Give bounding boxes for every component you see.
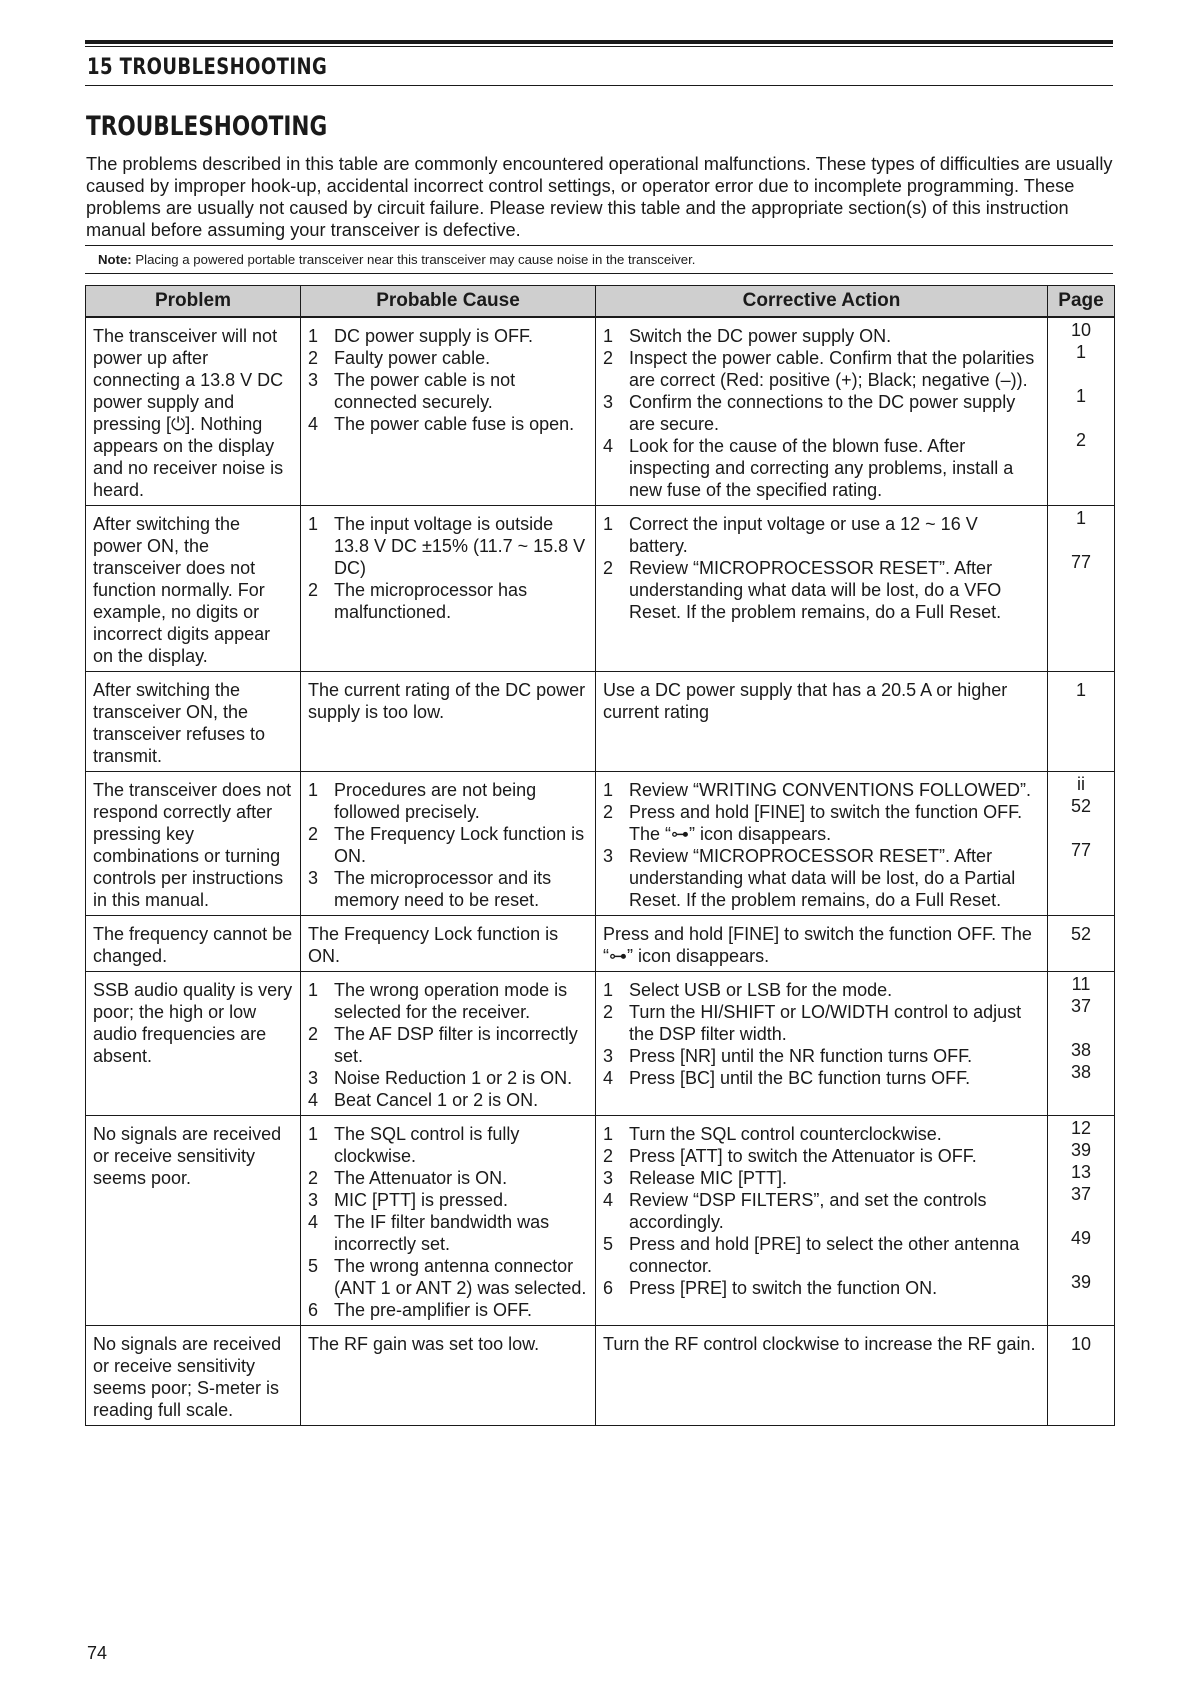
problem-cell: The transceiver will not power up after connecting a 13.8 V DC power supply and pressing [⏻]. Nothing appears on the display and no receiver noise is heard. — [86, 317, 301, 506]
page-ref: 37 — [1070, 1183, 1092, 1204]
page-ref: 1 — [1075, 342, 1086, 362]
table-header-row — [86, 286, 1115, 318]
item-text: Inspect the power cable. Confirm that the polarities are correct (Red: positive (+); Black; negative (–)). — [629, 348, 1035, 390]
action-cell — [596, 506, 1048, 672]
item-number: 4 — [603, 1068, 614, 1088]
page-ref: 77 — [1070, 839, 1092, 860]
page-cell — [1048, 317, 1115, 506]
item-number: 2 — [603, 1146, 614, 1166]
item-number: 1 — [308, 780, 319, 800]
item-number: 1 — [603, 780, 614, 800]
action-cell: Turn the RF control clockwise to increase the RF gain. — [596, 1326, 1048, 1426]
list-item — [308, 1067, 588, 1089]
item-number: 3 — [603, 392, 614, 412]
item-text: Procedures are not being followed precisely. — [334, 780, 537, 822]
note-rule-bottom — [85, 273, 1113, 274]
list-item — [308, 325, 588, 347]
item-number: 3 — [308, 1190, 319, 1210]
page-cell — [1048, 972, 1115, 1116]
list-item — [603, 391, 1040, 435]
item-number: 2 — [308, 348, 319, 368]
cause-cell: The RF gain was set too low. — [301, 1326, 596, 1426]
table-row — [86, 506, 1115, 672]
list-item — [308, 369, 588, 413]
item-number: 4 — [603, 436, 614, 456]
item-number: 1 — [603, 326, 614, 346]
list-item — [603, 1277, 1040, 1299]
chapter-heading: 15 TROUBLESHOOTING — [87, 55, 328, 80]
page-ref: 39 — [1070, 1139, 1092, 1160]
item-number: 5 — [308, 1256, 319, 1276]
list-item — [308, 347, 588, 369]
item-number: 4 — [308, 414, 319, 434]
page-cell — [1048, 916, 1115, 972]
item-text: Faulty power cable. — [334, 348, 491, 368]
item-number: 3 — [308, 370, 319, 390]
list-item — [603, 979, 1040, 1001]
item-text: Beat Cancel 1 or 2 is ON. — [334, 1090, 539, 1110]
troubleshooting-table — [85, 285, 1115, 1426]
list-item — [308, 579, 588, 623]
list-item — [603, 1233, 1040, 1277]
list-item — [308, 1167, 588, 1189]
item-number: 1 — [603, 514, 614, 534]
note-text: Placing a powered portable transceiver near this transceiver may cause noise in the transceiver. — [135, 252, 696, 267]
item-number: 2 — [308, 580, 319, 600]
item-number: 3 — [308, 1068, 319, 1088]
page-ref: 1 — [1075, 680, 1086, 700]
page-ref: ii — [1077, 773, 1085, 794]
intro-paragraph: The problems described in this table are commonly encountered operational malfunctions. These types of difficulties are usually caused by improper hook-up, accidental incorrect control settings, or operator error due to incomplete programming. These problems are usually not caused by circuit failure. Please review this table and the appropriate section(s) of this instruction manual before assuming your transceiver is defective. — [86, 154, 1113, 240]
page-ref: 11 — [1071, 973, 1091, 994]
list-item — [308, 823, 588, 867]
item-text: Press and hold [FINE] to switch the function OFF. The “⊶” icon disappears. — [629, 802, 1023, 844]
page-ref: 10 — [1070, 320, 1092, 340]
page-ref: 2 — [1075, 430, 1086, 450]
list-item — [308, 1189, 588, 1211]
table-row — [86, 1326, 1115, 1426]
table-row — [86, 972, 1115, 1116]
page-ref: 38 — [1070, 1061, 1092, 1082]
item-number: 2 — [308, 1168, 319, 1188]
item-number: 1 — [308, 1124, 319, 1144]
item-number: 4 — [603, 1190, 614, 1210]
item-number: 3 — [603, 1046, 614, 1066]
cause-cell — [301, 1116, 596, 1326]
list-item — [308, 513, 588, 579]
list-item — [603, 1045, 1040, 1067]
page-ref: 37 — [1070, 995, 1092, 1016]
item-number: 4 — [308, 1212, 319, 1232]
top-rule-thin — [85, 46, 1113, 47]
item-text: The microprocessor has malfunctioned. — [334, 580, 528, 622]
list-item — [308, 1299, 588, 1321]
item-text: The wrong antenna connector (ANT 1 or ANT 2) was selected. — [334, 1256, 587, 1298]
action-cell — [596, 317, 1048, 506]
page-ref: 39 — [1070, 1271, 1092, 1292]
table-row — [86, 672, 1115, 772]
cause-cell: The current rating of the DC power supply is too low. — [301, 672, 596, 772]
item-text: Press and hold [PRE] to select the other antenna connector. — [629, 1234, 1020, 1276]
problem-cell: After switching the power ON, the transceiver does not function normally. For example, no digits or incorrect digits appear on the display. — [86, 506, 301, 672]
item-text: The Frequency Lock function is ON. — [334, 824, 585, 866]
col-header-action: Corrective Action — [596, 286, 1048, 318]
problem-cell: After switching the transceiver ON, the transceiver refuses to transmit. — [86, 672, 301, 772]
col-header-page: Page — [1048, 286, 1115, 318]
list-item — [308, 1255, 588, 1299]
page-ref: 38 — [1070, 1039, 1092, 1060]
item-number: 3 — [603, 1168, 614, 1188]
list-item — [308, 779, 588, 823]
cause-cell — [301, 772, 596, 916]
item-text: Switch the DC power supply ON. — [629, 326, 892, 346]
page-ref: 52 — [1070, 795, 1092, 816]
item-text: The input voltage is outside 13.8 V DC ±15% (11.7 ~ 15.8 V DC) — [334, 514, 586, 578]
item-text: The power cable fuse is open. — [334, 414, 575, 434]
table-row — [86, 916, 1115, 972]
item-number: 2 — [603, 1002, 614, 1022]
item-number: 2 — [308, 824, 319, 844]
page-ref: 77 — [1070, 551, 1092, 572]
problem-cell: SSB audio quality is very poor; the high or low audio frequencies are absent. — [86, 972, 301, 1116]
item-number: 2 — [308, 1024, 319, 1044]
item-number: 1 — [603, 980, 614, 1000]
item-text: The power cable is not connected securely. — [334, 370, 516, 412]
page-ref: 12 — [1070, 1117, 1092, 1138]
cause-cell — [301, 317, 596, 506]
list-item — [603, 845, 1040, 911]
col-header-problem: Problem — [86, 286, 301, 318]
problem-cell: The transceiver does not respond correctly after pressing key combinations or turning controls per instructions in this manual. — [86, 772, 301, 916]
page-ref: 52 — [1070, 924, 1092, 944]
item-text: Release MIC [PTT]. — [629, 1168, 788, 1188]
item-text: DC power supply is OFF. — [334, 326, 534, 346]
item-text: Correct the input voltage or use a 12 ~ 16 V battery. — [629, 514, 978, 556]
list-item — [308, 1123, 588, 1167]
page-cell — [1048, 506, 1115, 672]
problem-cell: No signals are received or receive sensitivity seems poor; S-meter is reading full scale. — [86, 1326, 301, 1426]
list-item — [603, 779, 1040, 801]
page-cell — [1048, 772, 1115, 916]
list-item — [603, 325, 1040, 347]
item-text: Turn the HI/SHIFT or LO/WIDTH control to adjust the DSP filter width. — [629, 1002, 1022, 1044]
list-item — [603, 801, 1040, 845]
item-number: 2 — [603, 348, 614, 368]
page-ref: 1 — [1075, 507, 1086, 528]
item-text: Select USB or LSB for the mode. — [629, 980, 893, 1000]
item-number: 1 — [308, 980, 319, 1000]
page-ref: 1 — [1075, 386, 1086, 406]
list-item — [603, 347, 1040, 391]
table-row — [86, 1116, 1115, 1326]
list-item — [603, 1145, 1040, 1167]
table-row — [86, 317, 1115, 506]
list-item — [603, 1189, 1040, 1233]
action-cell: Use a DC power supply that has a 20.5 A or higher current rating — [596, 672, 1048, 772]
item-text: Press [PRE] to switch the function ON. — [629, 1278, 938, 1298]
item-text: The SQL control is fully clockwise. — [334, 1124, 520, 1166]
problem-cell: The frequency cannot be changed. — [86, 916, 301, 972]
list-item — [603, 513, 1040, 557]
page-cell — [1048, 1116, 1115, 1326]
item-text: The microprocessor and its memory need to be reset. — [334, 868, 552, 910]
page-ref: 49 — [1070, 1227, 1092, 1248]
item-number: 5 — [603, 1234, 614, 1254]
cause-cell: The Frequency Lock function is ON. — [301, 916, 596, 972]
page-ref: 13 — [1070, 1161, 1092, 1182]
item-text: Press [NR] until the NR function turns OFF. — [629, 1046, 973, 1066]
item-number: 6 — [308, 1300, 319, 1320]
note-label: Note: — [98, 252, 132, 267]
item-text: Review “MICROPROCESSOR RESET”. After understanding what data will be lost, do a Partial Reset. If the problem remains, do a Full Reset. — [629, 846, 1016, 910]
list-item — [603, 1067, 1040, 1089]
list-item — [308, 979, 588, 1023]
item-number: 1 — [308, 326, 319, 346]
item-number: 2 — [603, 558, 614, 578]
section-title: TROUBLESHOOTING — [86, 111, 328, 142]
list-item — [603, 557, 1040, 623]
item-text: The wrong operation mode is selected for the receiver. — [334, 980, 568, 1022]
item-number: 6 — [603, 1278, 614, 1298]
list-item — [308, 1089, 588, 1111]
item-number: 1 — [603, 1124, 614, 1144]
table-row — [86, 772, 1115, 916]
item-text: Look for the cause of the blown fuse. After inspecting and correcting any problems, install a new fuse of the specified rating. — [629, 436, 1014, 500]
page-ref: 10 — [1070, 1334, 1092, 1354]
action-cell — [596, 1116, 1048, 1326]
note-rule-top — [85, 245, 1113, 246]
item-number: 3 — [308, 868, 319, 888]
item-text: Review “WRITING CONVENTIONS FOLLOWED”. — [629, 780, 1032, 800]
item-text: The Attenuator is ON. — [334, 1168, 508, 1188]
action-cell — [596, 972, 1048, 1116]
item-text: Press [BC] until the BC function turns OFF. — [629, 1068, 971, 1088]
item-text: Noise Reduction 1 or 2 is ON. — [334, 1068, 573, 1088]
item-number: 2 — [603, 802, 614, 822]
action-cell — [596, 772, 1048, 916]
problem-cell: No signals are received or receive sensitivity seems poor. — [86, 1116, 301, 1326]
cause-cell — [301, 972, 596, 1116]
item-number: 1 — [308, 514, 319, 534]
item-text: Turn the SQL control counterclockwise. — [629, 1124, 942, 1144]
item-number: 3 — [603, 846, 614, 866]
item-text: Review “MICROPROCESSOR RESET”. After understanding what data will be lost, do a VFO Reset. If the problem remains, do a Full Reset. — [629, 558, 1002, 622]
item-number: 4 — [308, 1090, 319, 1110]
top-rule-thick — [85, 40, 1113, 44]
list-item — [308, 1023, 588, 1067]
page-cell — [1048, 1326, 1115, 1426]
item-text: Press [ATT] to switch the Attenuator is OFF. — [629, 1146, 977, 1166]
cause-cell — [301, 506, 596, 672]
item-text: The AF DSP filter is incorrectly set. — [334, 1024, 578, 1066]
list-item — [603, 1167, 1040, 1189]
note — [98, 252, 695, 267]
col-header-cause: Probable Cause — [301, 286, 596, 318]
list-item — [603, 1001, 1040, 1045]
list-item — [603, 1123, 1040, 1145]
list-item — [308, 867, 588, 911]
item-text: The IF filter bandwidth was incorrectly set. — [334, 1212, 550, 1254]
list-item — [308, 413, 588, 435]
list-item — [308, 1211, 588, 1255]
table-body — [86, 317, 1115, 1426]
page-cell — [1048, 672, 1115, 772]
item-text: MIC [PTT] is pressed. — [334, 1190, 509, 1210]
item-text: Confirm the connections to the DC power supply are secure. — [629, 392, 1016, 434]
chapter-rule — [85, 85, 1113, 86]
action-cell: Press and hold [FINE] to switch the function OFF. The “⊶” icon disappears. — [596, 916, 1048, 972]
page-number: 74 — [87, 1643, 108, 1663]
item-text: Review “DSP FILTERS”, and set the controls accordingly. — [629, 1190, 987, 1232]
list-item — [603, 435, 1040, 501]
item-text: The pre-amplifier is OFF. — [334, 1300, 533, 1320]
